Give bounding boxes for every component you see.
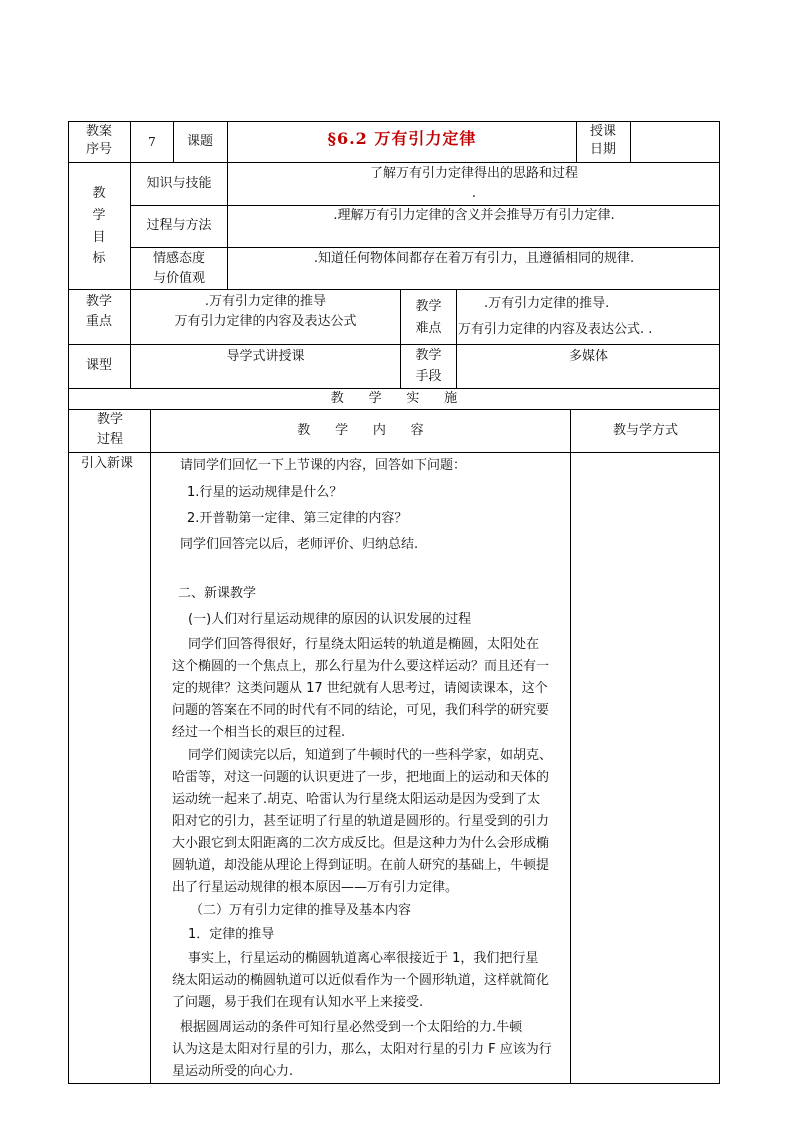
key-point-text: 万有引力定律的内容及表达公式 — [174, 314, 357, 329]
lesson-no-value: 7 — [148, 135, 156, 149]
objective-emotion-text: .知道任何物体间都存在着万有引力，且遵循相同的规律. — [313, 251, 635, 266]
objective-process-label: 过程与方法 — [146, 218, 212, 233]
stage-label: 引入新课 — [81, 456, 134, 471]
body-line: （二）万有引力定律的推导及基本内容 — [190, 903, 412, 918]
objectives-label: 教 — [92, 186, 106, 201]
topic-label: 课题 — [186, 134, 213, 149]
body-line: 阳对它的引力，甚至证明了行星的轨道是圆形的。行星受到的引力 — [172, 814, 550, 829]
objectives-label: 标 — [92, 251, 106, 266]
body-line: 二、新课教学 — [178, 586, 257, 601]
objective-knowledge-text: . — [471, 186, 477, 201]
body-line: 出了行星运动规律的根本原因——万有引力定律。 — [172, 880, 459, 895]
row-divider — [68, 409, 720, 410]
row-divider — [68, 344, 720, 345]
objectives-label: 学 — [92, 208, 106, 223]
col-divider — [150, 409, 151, 1084]
body-line: 同学们回答完以后，老师评价、归纳总结. — [180, 537, 419, 552]
difficulty-label: 教学 — [415, 299, 442, 314]
row-divider — [68, 452, 720, 453]
body-line: (一)人们对行星运动规律的原因的认识发展的过程 — [188, 612, 472, 627]
body-line: 运动统一起来了.胡克、哈雷认为行星绕太阳运动是因为受到了太 — [172, 792, 541, 807]
body-line: 星运动所受的向心力. — [172, 1064, 294, 1079]
body-line: 这个椭圆的一个焦点上，那么行星为什么要这样运动？而且还有一 — [172, 659, 550, 674]
objective-process-text: .理解万有引力定律的含义并会推导万有引力定律. — [333, 208, 615, 223]
objective-knowledge-text: 了解万有引力定律得出的思路和过程 — [369, 166, 578, 181]
body-line: 同学们回答得很好，行星绕太阳运转的轨道是椭圆，太阳处在 — [188, 637, 540, 652]
body-line: 1．定律的推导 — [188, 927, 275, 942]
key-point-label: 重点 — [85, 314, 112, 329]
process-column-header: 过程 — [96, 432, 123, 447]
body-line: 事实上，行星运动的椭圆轨道离心率很接近于 1，我们把行星 — [188, 951, 539, 966]
body-line: 哈雷等，对这一问题的认识更进了一步，把地面上的运动和天体的 — [172, 770, 550, 785]
body-line: 根据圆周运动的条件可知行星必然受到一个太阳给的力.牛顿 — [180, 1020, 523, 1035]
col-divider — [570, 409, 571, 1084]
row-divider — [130, 205, 720, 206]
date-label: 授课 — [589, 124, 616, 139]
col-divider — [630, 121, 631, 162]
difficulty-label: 难点 — [415, 321, 442, 336]
teaching-means-value: 多媒体 — [568, 349, 608, 364]
method-column-header: 教与学方式 — [612, 423, 678, 438]
row-divider — [68, 388, 720, 389]
key-point-text: .万有引力定律的推导 — [204, 294, 327, 309]
content-column-header: 教 学 内 容 — [297, 423, 424, 438]
row-divider — [68, 162, 720, 163]
row-divider — [68, 289, 720, 290]
implementation-title: 教 学 实 施 — [330, 391, 458, 406]
objective-emotion-label: 与价值观 — [152, 271, 205, 286]
body-line: 经过一个相当长的艰巨的过程. — [172, 725, 346, 740]
body-line: 问题的答案在不同的时代有不同的结论，可见，我们科学的研究要 — [172, 703, 550, 718]
body-line: 1.行星的运动规律是什么？ — [187, 485, 343, 500]
objective-knowledge-label: 知识与技能 — [146, 176, 212, 191]
body-line: 请同学们回忆一下上节课的内容，回答如下问题： — [180, 458, 467, 473]
teaching-means-label: 手段 — [415, 369, 442, 384]
key-point-label: 教学 — [85, 294, 112, 309]
date-label: 日期 — [589, 142, 616, 157]
body-line: 定的规律？这类问题从 17 世纪就有人思考过，请阅读课本，这个 — [172, 681, 548, 696]
body-line: 认为这是太阳对行星的引力，那么，太阳对行星的引力 F 应该为行 — [172, 1042, 552, 1057]
difficulty-text: 万有引力定律的内容及表达公式. . — [458, 322, 653, 337]
body-line: 了问题，易于我们在现有认知水平上来接受. — [172, 995, 424, 1010]
class-type-label: 课型 — [85, 358, 112, 373]
lesson-no-label: 序号 — [85, 142, 112, 157]
objectives-label: 目 — [92, 230, 106, 245]
lesson-no-label: 教案 — [85, 124, 112, 139]
row-divider — [130, 247, 720, 248]
body-line: 绕太阳运动的椭圆轨道可以近似看作为一个圆形轨道，这样就简化 — [172, 973, 550, 988]
page-title: §6.2 万有引力定律 — [327, 129, 477, 148]
body-line: 圆轨道，却没能从理论上得到证明。在前人研究的基础上，牛顿提 — [172, 858, 550, 873]
body-line: 大小跟它到太阳距离的二次方成反比。但是这种力为什么会形成椭 — [172, 836, 550, 851]
body-line: 同学们阅读完以后，知道到了牛顿时代的一些科学家，如胡克、 — [188, 748, 553, 763]
process-column-header: 教学 — [96, 412, 123, 427]
difficulty-text: .万有引力定律的推导. — [484, 296, 610, 311]
teaching-means-label: 教学 — [415, 348, 442, 363]
col-divider — [456, 289, 457, 388]
objective-emotion-label: 情感态度 — [152, 251, 205, 266]
body-line: 2.开普勒第一定律、第三定律的内容？ — [187, 511, 408, 526]
class-type-value: 导学式讲授课 — [226, 349, 305, 364]
